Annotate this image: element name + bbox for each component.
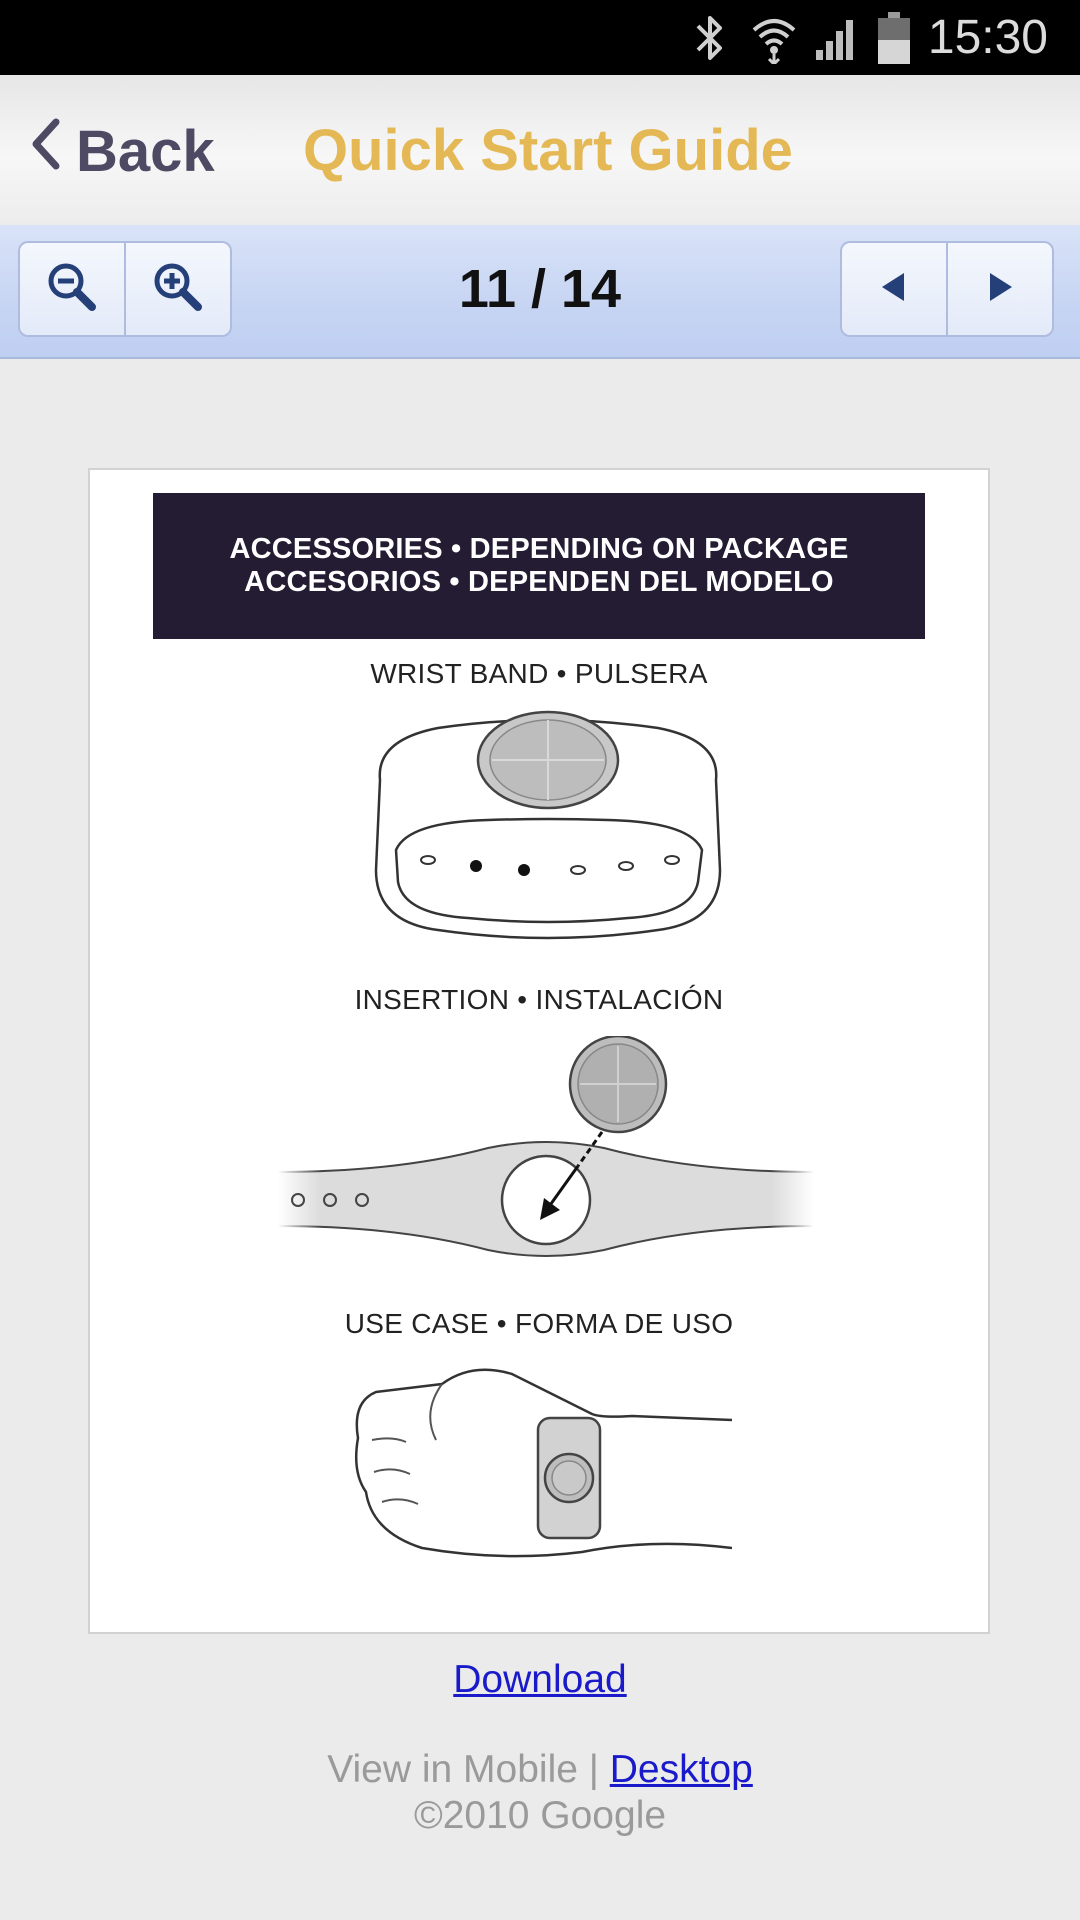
accessories-banner (153, 493, 925, 639)
chevron-left-icon (28, 116, 62, 186)
status-bar (0, 0, 1080, 75)
desktop-link[interactable]: Desktop (609, 1748, 753, 1791)
insertion-illustration (278, 1036, 814, 1277)
banner-line-2: ACCESORIOS • DEPENDEN DEL MODELO (244, 566, 834, 598)
view-in-mobile-text: View in Mobile | (327, 1748, 610, 1791)
triangle-right-icon (980, 267, 1020, 312)
section-heading-use-case: USE CASE • FORMA DE USO (344, 1308, 734, 1339)
section-heading-wristband: WRIST BAND • PULSERA (370, 658, 708, 689)
section-heading-insertion: INSERTION • INSTALACIÓN (354, 984, 724, 1015)
zoom-in-button[interactable] (124, 241, 232, 337)
zoom-in-icon (150, 259, 206, 320)
battery-icon (874, 10, 914, 66)
bluetooth-icon (688, 12, 732, 64)
status-clock: 15:30 (927, 11, 1048, 64)
signal-icon (812, 12, 860, 64)
copyright-text: ©2010 Google (413, 1794, 667, 1837)
triangle-left-icon (874, 267, 914, 312)
wristband-illustration (368, 710, 728, 947)
back-label: Back (76, 118, 215, 184)
next-page-button[interactable] (946, 241, 1054, 337)
zoom-out-button[interactable] (18, 241, 126, 337)
document-page (88, 468, 990, 1634)
title-bar (0, 75, 1080, 225)
zoom-out-icon (44, 259, 100, 320)
download-row (0, 1658, 1080, 1702)
footer-view-row (0, 1748, 1080, 1792)
viewer-toolbar (0, 225, 1080, 359)
use-case-illustration (352, 1362, 732, 1567)
page-indicator: 11 / 14 (458, 259, 622, 319)
download-link[interactable]: Download (453, 1658, 627, 1701)
wifi-icon (750, 12, 798, 64)
page-title: Quick Start Guide (303, 118, 793, 183)
page-nav-group (840, 241, 1054, 337)
back-button[interactable] (28, 115, 215, 187)
zoom-button-group (18, 241, 232, 337)
banner-line-1: ACCESSORIES • DEPENDING ON PACKAGE (229, 533, 849, 565)
previous-page-button[interactable] (840, 241, 948, 337)
